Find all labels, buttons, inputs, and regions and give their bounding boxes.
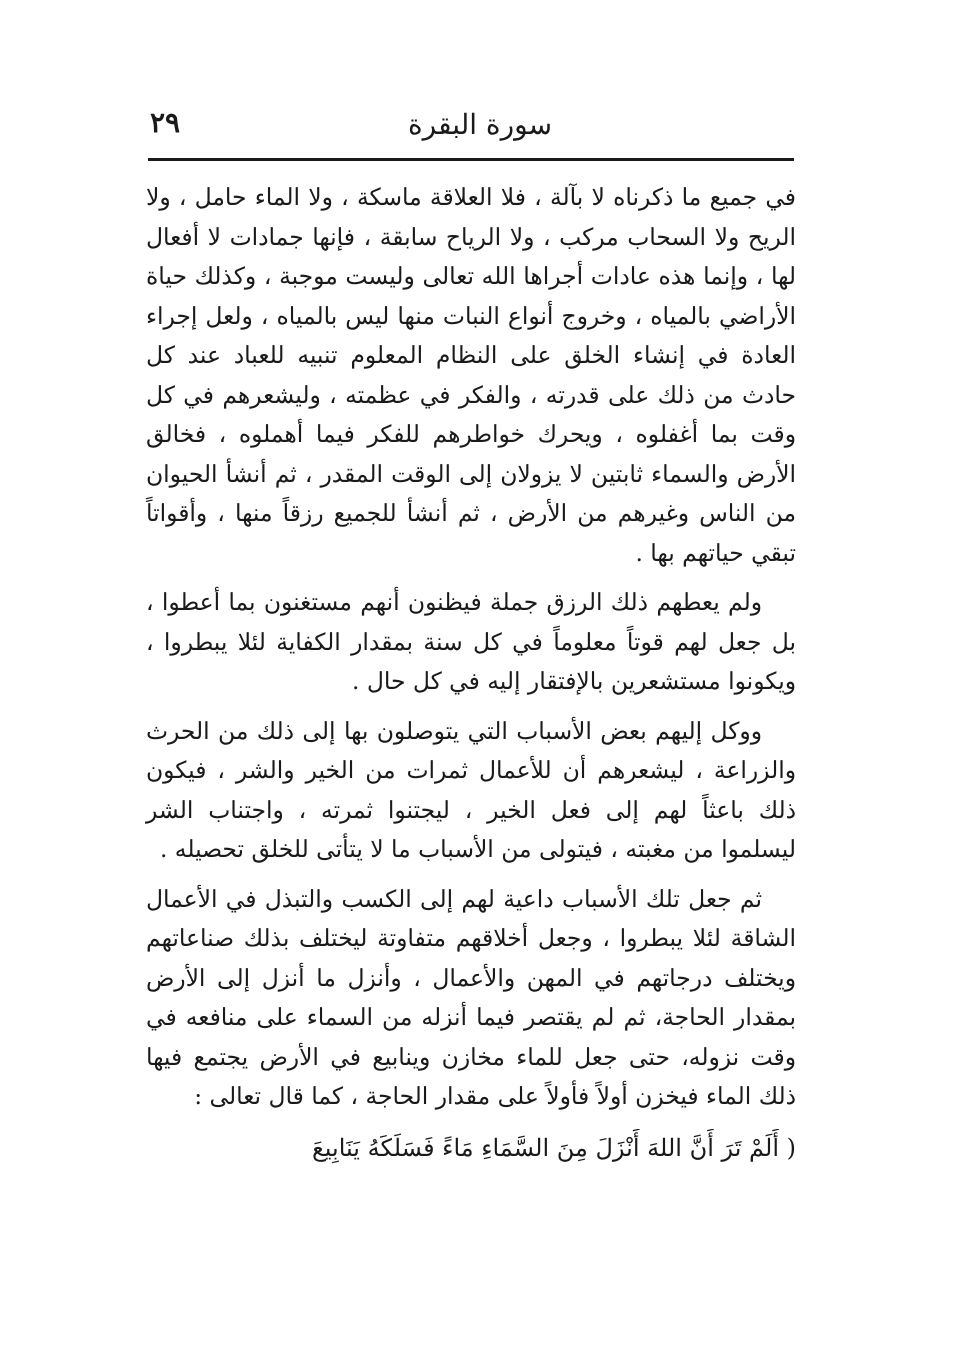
- body-text: [146, 178, 796, 1168]
- header-rule: [148, 158, 794, 161]
- page-number: ٢٩: [150, 106, 181, 139]
- paragraph: ووكل إليهم بعض الأسباب التي يتوصلون بها إلى ذلك من الحرث والزراعة ، ليشعرهم أن للأعمال ثمرات من الخير والشر ، فيكون ذلك باعثاً لهم إلى فعل الخير ، ليجتنوا ثمرته ، واجتناب الشر ليسلموا من مغبته ، فيتولى من الأسباب ما لا يتأتى للخلق تحصيله .: [146, 716, 796, 863]
- quran-verse: ( أَلَمْ تَرَ أَنَّ اللهَ أَنْزَلَ مِنَ السَّمَاءِ مَاءً فَسَلَكَهُ يَنَابِيعَ: [312, 1133, 796, 1162]
- paragraph: في جميع ما ذكرناه لا بآلة ، فلا العلاقة ماسكة ، ولا الماء حامل ، ولا الريح ولا السحاب مركب ، ولا الرياح سابقة ، فإنها جمادات لا أفعال لها ، وإنما هذه عادات أجراها الله تعالى وليست موجبة ، وكذلك حياة الأراضي بالمياه ، وخروج أنواع النبات منها ليس بالمياه ، ولعل إجراء العادة في إنشاء الخلق على النظام المعلوم تنبيه للعباد عند كل حادث من ذلك على قدرته ، والفكر في عظمته ، وليشعرهم في كل وقت بما أغفلوه ، ويحرك خواطرهم للفكر فيما أهملوه ، فخالق الأرض والسماء ثابتين لا يزولان إلى الوقت المقدر ، ثم أنشأ الحيوان من الناس وغيرهم من الأرض ، ثم أنشأ للجميع رزقاً منها ، وأقواتاً تبقي حياتهم بها .: [146, 183, 796, 567]
- paragraph: ثم جعل تلك الأسباب داعية لهم إلى الكسب والتبذل في الأعمال الشاقة لئلا يبطروا ، وجعل أخلاقهم متفاوتة ليختلف بذلك صناعاتهم ويختلف درجاتهم في المهن والأعمال ، وأنزل ما أنزل إلى الأرض بمقدار الحاجة، ثم لم يقتصر فيما أنزله من السماء على منافعه في وقت نزوله، حتى جعل للماء مخازن وينابيع في الأرض يجتمع فيها ذلك الماء فيخزن أولاً فأولاً على مقدار الحاجة ، كما قال تعالى :: [146, 884, 796, 1110]
- paragraph: ولم يعطهم ذلك الرزق جملة فيظنون أنهم مستغنون بما أعطوا ، بل جعل لهم قوتاً معلوماً في كل سنة بمقدار الكفاية لئلا يبطروا ، ويكونوا مستشعرين بالإفتقار إليه في كل حال .: [146, 588, 796, 695]
- running-title: سورة البقرة: [407, 108, 553, 141]
